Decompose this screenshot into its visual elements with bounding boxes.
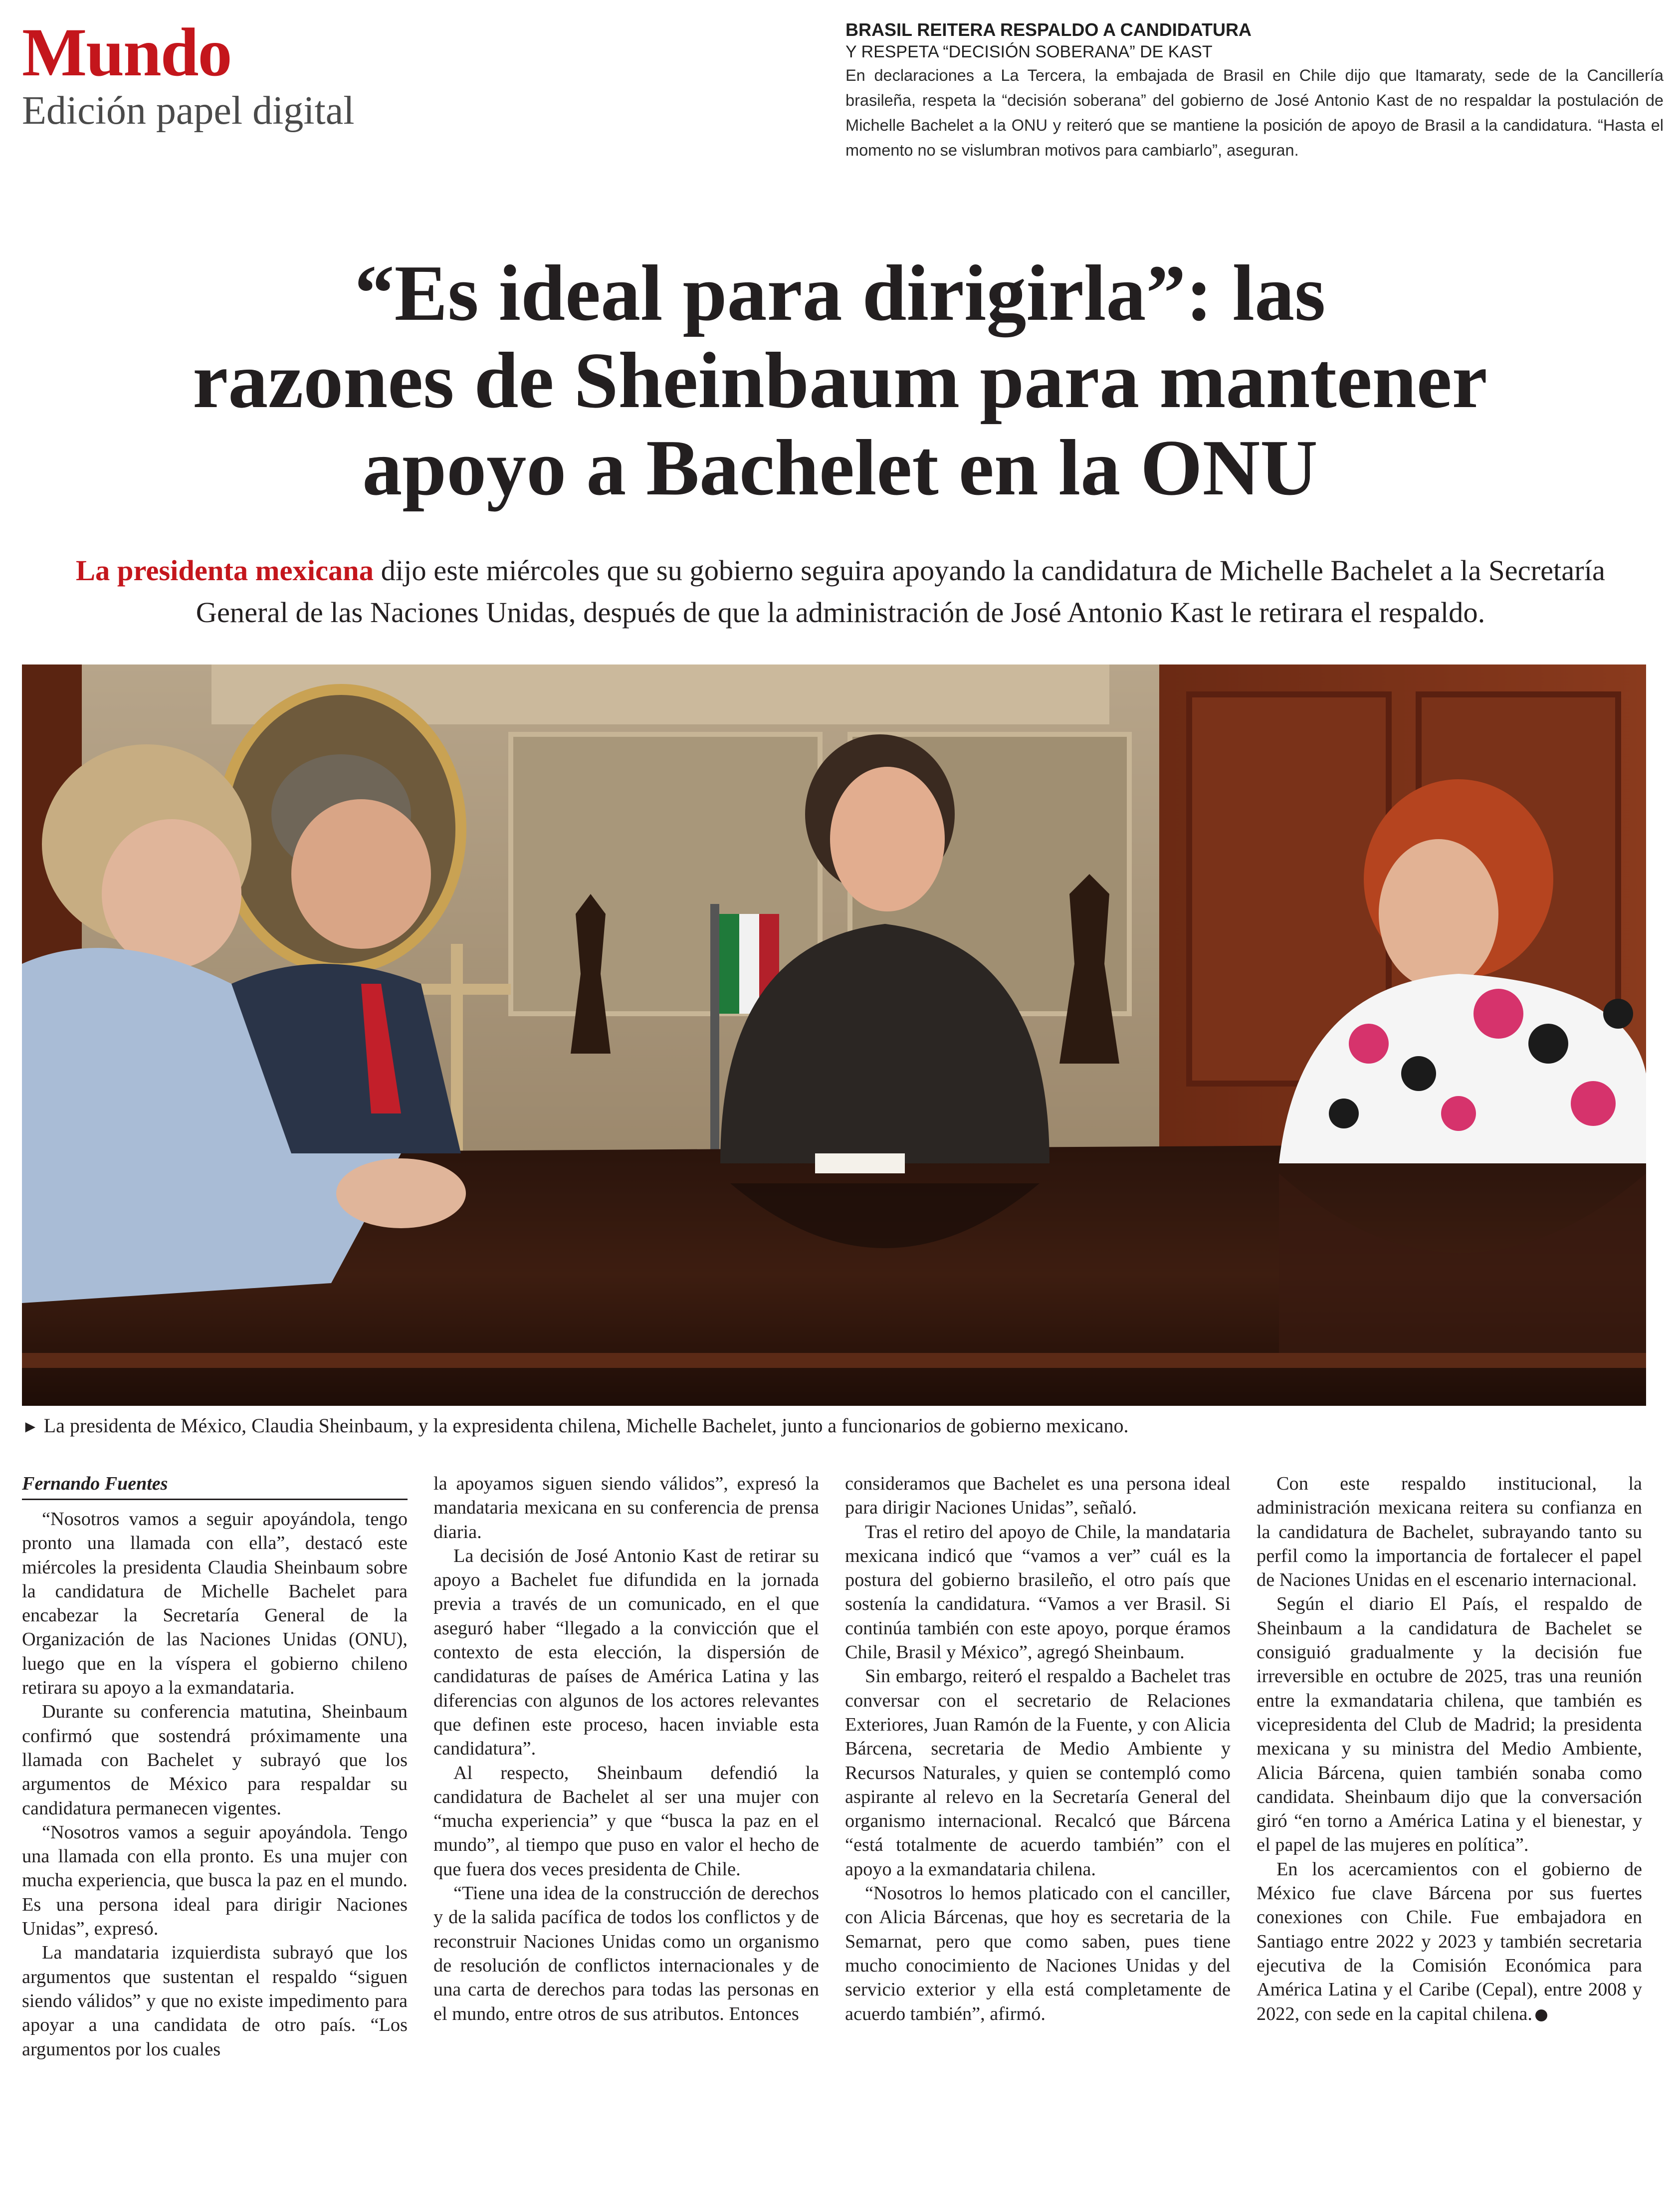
article-photo [22,664,1646,1406]
paragraph: Tras el retiro del apoyo de Chile, la mandataria mexicana indicó que “vamos a ver” cuál es la postura del gobierno brasileño, el otro país que sostenía la candidatura. “Vamos a ver Brasil. Si continúa también con este apoyo, porque éramos Chile, Brasil y México”, agregó Sheinbaum. [845,1521,1231,1663]
headline [35,249,1645,511]
headline-line-1: “Es ideal para dirigirla”: las [354,248,1326,337]
sidebar-kicker: BRASIL REITERA RESPALDO A CANDIDATURA [845,19,1252,40]
paragraph [1257,1857,1642,2026]
paragraph: consideramos que Bachelet es una persona ideal para dirigir Naciones Unidas”, señaló. [845,1473,1231,1519]
lead-highlight: La presidenta mexicana [76,554,374,587]
headline-line-3: apoyo a Bachelet en la ONU [362,423,1318,512]
paragraph: Con este respaldo institucional, la administración mexicana reitera su confianza en la candidatura de Bachelet, subrayando tanto su perfil como la importancia de fortalecer el papel de Naciones Unidas en el escenario internacional. [1257,1473,1642,1591]
sidebar-kicker-secondary: Y RESPETA “DECISIÓN SOBERANA” DE KAST [845,42,1213,61]
photo-caption [22,1413,1646,1440]
byline: Fernando Fuentes [22,1472,408,1500]
paragraph: la apoyamos siguen siendo válidos”, expresó la mandataria mexicana en su conferencia de prensa diaria. [433,1473,819,1543]
end-mark-icon [1535,2009,1547,2021]
paragraph: “Nosotros lo hemos platicado con el canciller, con Alicia Bárcenas, que hoy es secretaria de la Semarnat, pero que como saben, pues tiene mucho conocimiento de Naciones Unidas y del servicio exterior y ella está completamente de acuerdo también”, afirmó. [845,1883,1231,2024]
meeting-photo-illustration [22,664,1646,1406]
sidebar-brief [845,19,1664,163]
lead-text: dijo este miércoles que su gobierno seguira apoyando la candidatura de Michelle Bachelet a la Secretaría General de las Naciones Unidas, después de que la administración de José Antonio Kast le retirara el respaldo. [196,554,1605,629]
sidebar-body: En declaraciones a La Tercera, la embajada de Brasil en Chile dijo que Itamaraty, sede de la Cancillería brasileña, respeta la “decisión soberana” del gobierno de José Antonio Kast de no respaldar la postulación de Michelle Bachelet a la ONU y reiteró que se mantiene la posición de apoyo de Brasil a la candidatura. “Hasta el momento no se vislumbran motivos para cambiarlo”, aseguran. [845,66,1664,159]
paragraph: Al respecto, Sheinbaum defendió la candidatura de Bachelet al ser una mujer con “mucha experiencia” y que “busca la paz en el mundo”, al tiempo que puso en valor el hecho de que fuera dos veces presidenta de Chile. [433,1762,819,1880]
article-column-1 [22,1472,408,2061]
section-title: Mundo [22,14,231,90]
paragraph: Sin embargo, reiteró el respaldo a Bachelet tras conversar con el secretario de Relaciones Exteriores, Juan Ramón de la Fuente, y con Alicia Bárcena, secretaria de Medio Ambiente y Recursos Naturales, y quien se contempló como aspirante al relevo en la Secretaría General del organismo internacional. Recalcó que Bárcena “está totalmente de acuerdo también” con el apoyo a la exmandataria chilena. [845,1666,1231,1880]
caption-arrow-icon: ► [22,1418,39,1436]
article-column-4 [1257,1472,1642,2026]
article-column-3 [845,1472,1231,2026]
paragraph: “Nosotros vamos a seguir apoyándola, tengo pronto una llamada con ella”, destacó este miércoles la presidenta Claudia Sheinbaum sobre la candidatura de Michelle Bachelet para encabezar la Secretaría General de la Organización de las Naciones Unidas (ONU), luego que en la víspera el gobierno chileno retirara su apoyo a la exmandataria. [22,1509,408,1699]
paragraph: La decisión de José Antonio Kast de retirar su apoyo a Bachelet fue difundida en la jornada previa a través de un comunicado, en el que aseguró haber “llegado a la convicción que el contexto de esta elección, la dispersión de candidaturas de países de América Latina y las diferencias con algunos de los actores relevantes que definen este proceso, hacen inviable esta candidatura”. [433,1545,819,1760]
paragraph: “Nosotros vamos a seguir apoyándola. Tengo una llamada con ella pronto. Es una mujer con mucha experiencia, que busca la paz en el mundo. Es una persona ideal para dirigir Naciones Unidas”, expresó. [22,1821,408,1940]
paragraph: “Tiene una idea de la construcción de derechos y de la salida pacífica de todos los conflictos y de reconstruir Naciones Unidas como un organismo de resolución de conflictos internacionales y de una carta de derechos para todas las personas en el mundo, entre otros de sus atributos. Entonces [433,1883,819,2024]
caption-text: La presidenta de México, Claudia Sheinbaum, y la expresidenta chilena, Michelle Bachelet, junto a funcionarios de gobierno mexicano. [43,1414,1129,1437]
article-column-2 [433,1472,819,2026]
lead-paragraph [55,550,1626,634]
section-subtitle: Edición papel digital [22,89,355,133]
paragraph-text: En los acercamientos con el gobierno de México fue clave Bárcena por sus fuertes conexiones con Chile. Fue embajadora en Santiago entre 2022 y 2023 y también secretaria ejecutiva de la Comisión Económica para América Latina y el Caribe (Cepal), entre 2008 y 2022, con sede en la capital chilena. [1257,1858,1642,2024]
paragraph: La mandataria izquierdista subrayó que los argumentos que sustentan el respaldo “siguen siendo válidos” y que no existe impedimento para apoyar a una candidata de otro país. “Los argumentos por los cuales [22,1942,408,2060]
paragraph: Según el diario El País, el respaldo de Sheinbaum a la candidatura de Bachelet se consiguió gradualmente y la decisión fue irreversible en octubre de 2025, tras una reunión entre la exmandataria chilena, que también es vicepresidenta del Club de Madrid; la presidenta mexicana y su ministra del Medio Ambiente, Alicia Bárcena, quien también sonaba como candidata. Sheinbaum dijo que la conversación giró “en torno a América Latina y el bienestar, y el papel de las mujeres en política”. [1257,1593,1642,1856]
headline-line-2: razones de Sheinbaum para mantener [193,336,1487,425]
paragraph: Durante su conferencia matutina, Sheinbaum confirmó que sostendrá próximamente una llamada con Bachelet y subrayó que los argumentos de México para respaldar su candidatura permanecen vigentes. [22,1701,408,1819]
